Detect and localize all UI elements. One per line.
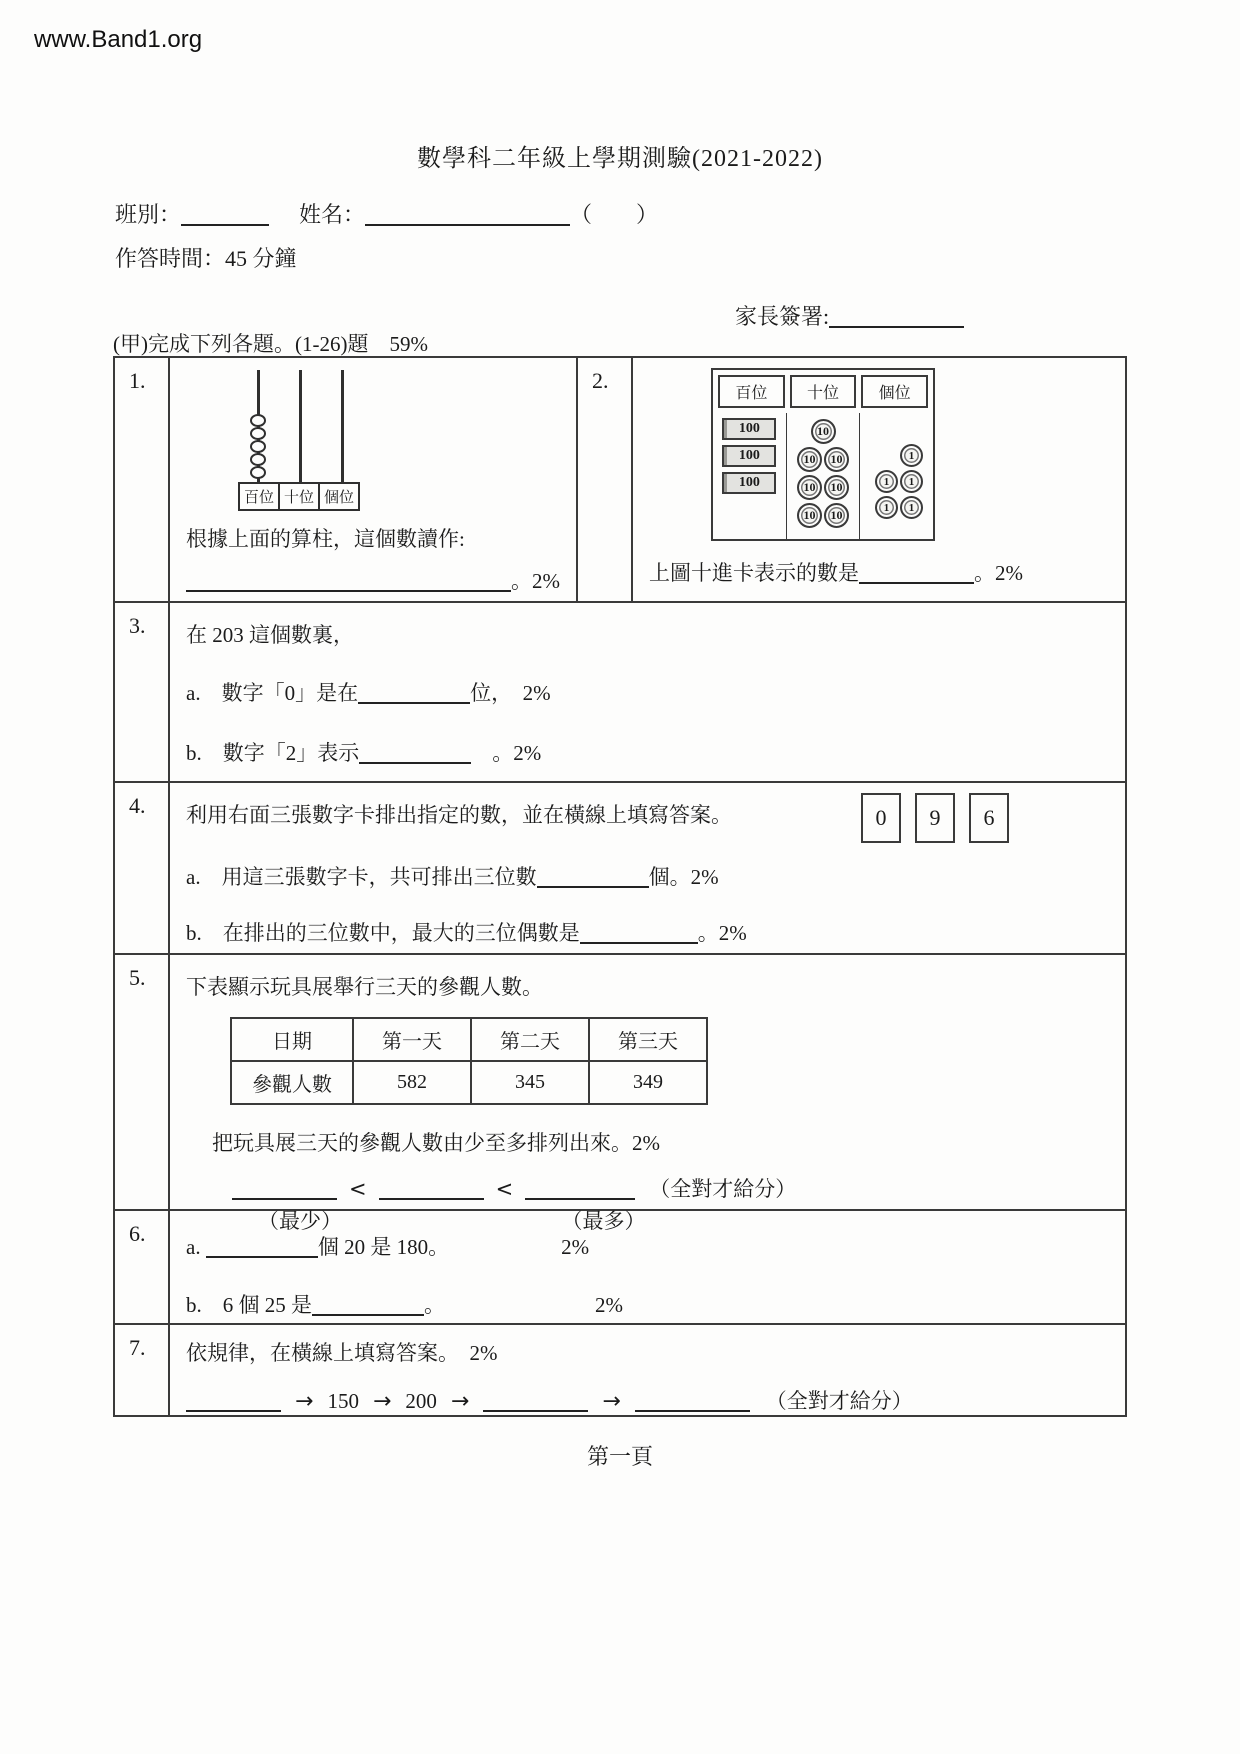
q1-answer-blank bbox=[186, 571, 511, 592]
ten-coin: 10 bbox=[824, 475, 849, 500]
q2-score: 。2% bbox=[974, 561, 1023, 585]
question-row-3 bbox=[115, 603, 1125, 783]
abacus-bead bbox=[250, 427, 266, 440]
q5-blank-3 bbox=[525, 1179, 635, 1200]
question-row-5 bbox=[115, 955, 1125, 1233]
visitors-header-day2: 第二天 bbox=[471, 1018, 589, 1061]
q5-max-label: （最多） bbox=[572, 1209, 646, 1233]
questions-table bbox=[113, 356, 1127, 1417]
arrow-icon: → bbox=[372, 1389, 392, 1414]
less-than-sign: < bbox=[495, 1177, 514, 1201]
q5-min-label: （最少） bbox=[258, 1209, 342, 1233]
place-value-body bbox=[713, 413, 933, 539]
digit-card-9: 9 bbox=[915, 793, 955, 843]
question-row-7 bbox=[115, 1325, 1125, 1415]
q4-b-blank bbox=[580, 923, 698, 944]
one-coin: 1 bbox=[900, 470, 923, 493]
q3-a-suffix: 位， 2% bbox=[470, 681, 551, 705]
question-row-4 bbox=[115, 783, 1125, 955]
q3-number: 3. bbox=[115, 603, 170, 781]
q7-number: 7. bbox=[115, 1325, 170, 1415]
q4-b-text: b. 在排出的三位數中，最大的三位偶數是 bbox=[186, 921, 580, 945]
one-coin-row bbox=[860, 444, 933, 467]
pv-header-ones: 個位 bbox=[861, 375, 928, 408]
class-answer-blank bbox=[181, 204, 269, 226]
paper-title: 數學科二年級上學期測驗(2021-2022) bbox=[417, 146, 823, 172]
q6-b-blank bbox=[312, 1295, 424, 1316]
q7-all-correct-note: （全對才給分） bbox=[765, 1389, 913, 1413]
class-name-line bbox=[115, 198, 658, 229]
abacus-rods bbox=[238, 370, 364, 482]
q5-number: 5. bbox=[115, 955, 170, 1209]
q1-content bbox=[170, 358, 578, 601]
parent-signature-line bbox=[735, 300, 964, 331]
arrow-icon: → bbox=[450, 1389, 470, 1414]
ten-coin: 10 bbox=[811, 419, 836, 444]
q5-blank-2 bbox=[379, 1179, 484, 1200]
ten-coin: 10 bbox=[797, 503, 822, 528]
q7-value-150: 150 bbox=[327, 1389, 359, 1413]
q7-value-200: 200 bbox=[405, 1389, 437, 1413]
abacus-rod-tens bbox=[299, 370, 302, 482]
q6-a-blank bbox=[206, 1237, 318, 1258]
arrow-icon: → bbox=[295, 1389, 314, 1414]
q5-prompt: 把玩具展三天的參觀人數由少至多排列出來。2% bbox=[212, 1131, 660, 1155]
q1-number: 1. bbox=[115, 358, 170, 601]
abacus-label-hundreds: 百位 bbox=[238, 482, 280, 511]
q3-a-blank bbox=[358, 683, 470, 704]
hundred-card: 100 bbox=[722, 418, 776, 440]
abacus-bead bbox=[250, 453, 266, 466]
q3-b-blank bbox=[359, 743, 471, 764]
q1-prompt: 根據上面的算柱，這個數讀作: bbox=[186, 527, 465, 551]
abacus-bead bbox=[250, 414, 266, 427]
q1-score: 。2% bbox=[511, 569, 560, 593]
abacus-bead bbox=[250, 440, 266, 453]
q4-number: 4. bbox=[115, 783, 170, 953]
q6-content bbox=[170, 1211, 1125, 1323]
q3-b-suffix: 。2% bbox=[471, 741, 542, 765]
visitors-header-day1: 第一天 bbox=[353, 1018, 471, 1061]
digit-card-0: 0 bbox=[861, 793, 901, 843]
q6-a-text: a. bbox=[186, 1235, 201, 1259]
abacus-label-tens: 十位 bbox=[278, 482, 320, 511]
q4-part-a bbox=[186, 861, 1109, 891]
q4-part-b bbox=[186, 917, 1109, 947]
parent-sign-label: 家長簽署: bbox=[735, 304, 830, 329]
ten-coin: 10 bbox=[824, 447, 849, 472]
pv-header-tens: 十位 bbox=[790, 375, 857, 408]
pv-tens-column bbox=[786, 413, 861, 539]
parent-sign-blank bbox=[829, 306, 964, 328]
q3-intro: 在 203 這個數裏， bbox=[186, 623, 354, 647]
digit-cards bbox=[861, 793, 1009, 843]
q2-number: 2. bbox=[578, 358, 633, 601]
visitors-day1-value: 582 bbox=[353, 1061, 471, 1104]
watermark-url: www.Band1.org bbox=[34, 26, 203, 53]
question-row-6 bbox=[115, 1211, 1125, 1325]
q5-blank-1 bbox=[232, 1179, 337, 1200]
q3-b-text: b. 數字「2」表示 bbox=[186, 741, 360, 765]
q7-intro: 依規律，在橫線上填寫答案。 2% bbox=[186, 1341, 498, 1365]
q4-a-suffix: 個。2% bbox=[648, 865, 719, 889]
pv-ones-column bbox=[860, 413, 933, 539]
q4-intro-row bbox=[186, 793, 1109, 843]
q2-content bbox=[633, 358, 1125, 601]
ten-coin-row bbox=[787, 447, 860, 472]
q7-content bbox=[170, 1325, 1125, 1415]
q3-part-b bbox=[186, 737, 1109, 767]
q7-blank-2 bbox=[483, 1391, 588, 1412]
less-than-sign: < bbox=[349, 1177, 367, 1201]
ten-coin-row bbox=[787, 419, 860, 444]
question-row-1-2 bbox=[115, 358, 1125, 603]
one-coin-row bbox=[860, 496, 933, 519]
section-a-heading: (甲)完成下列各題。(1-26)題 59% bbox=[113, 332, 428, 356]
hundred-card: 100 bbox=[722, 472, 776, 494]
q6-a-suffix: 個 20 是 180。 bbox=[317, 1235, 450, 1259]
one-coin: 1 bbox=[900, 444, 923, 467]
q6-number: 6. bbox=[115, 1211, 170, 1323]
q4-a-text: a. 用這三張數字卡，共可排出三位數 bbox=[186, 865, 537, 889]
q6-b-suffix: 。 bbox=[424, 1293, 445, 1317]
q4-b-suffix: 。2% bbox=[697, 921, 747, 945]
ten-coin: 10 bbox=[797, 475, 822, 500]
ten-coin-row bbox=[787, 503, 860, 528]
q6-a-score: 2% bbox=[561, 1235, 590, 1259]
one-coin: 1 bbox=[875, 470, 898, 493]
one-coin: 1 bbox=[875, 496, 898, 519]
ten-coin: 10 bbox=[797, 447, 822, 472]
q5-all-correct-note: （全對才給分） bbox=[649, 1177, 797, 1201]
q4-intro: 利用右面三張數字卡排出指定的數，並在橫線上填寫答案。 bbox=[186, 803, 732, 827]
hundred-card: 100 bbox=[722, 445, 776, 467]
q2-prompt: 上圖十進卡表示的數是 bbox=[649, 561, 859, 585]
abacus-figure bbox=[238, 370, 364, 511]
visitors-table-header-row bbox=[231, 1018, 707, 1061]
digit-card-6: 6 bbox=[969, 793, 1009, 843]
abacus-label-ones: 個位 bbox=[318, 482, 360, 511]
abacus-rod-hundreds bbox=[257, 370, 260, 482]
name-label: 姓名： bbox=[299, 202, 366, 227]
pv-hundreds-column bbox=[713, 413, 786, 539]
q6-part-b bbox=[186, 1289, 1109, 1319]
visitors-header-date: 日期 bbox=[231, 1018, 353, 1061]
q5-comparison-line bbox=[232, 1173, 1109, 1203]
q1-answer-line bbox=[186, 565, 560, 595]
ten-coin-row bbox=[787, 475, 860, 500]
one-coin: 1 bbox=[900, 496, 923, 519]
abacus-labels bbox=[238, 482, 364, 511]
q4-content bbox=[170, 783, 1125, 953]
one-coin-row bbox=[860, 470, 933, 493]
q7-blank-3 bbox=[635, 1391, 750, 1412]
q3-content bbox=[170, 603, 1125, 781]
class-label: 班別： bbox=[115, 202, 182, 227]
abacus-rod-ones bbox=[341, 370, 344, 482]
q2-answer-blank bbox=[859, 563, 974, 584]
visitors-table bbox=[230, 1017, 708, 1105]
q6-part-a bbox=[186, 1231, 1109, 1261]
q4-a-blank bbox=[537, 867, 649, 888]
q7-sequence-line bbox=[186, 1385, 1109, 1415]
q5-intro: 下表顯示玩具展舉行三天的參觀人數。 bbox=[186, 975, 543, 999]
q7-blank-1 bbox=[186, 1391, 281, 1412]
abacus-bead bbox=[250, 466, 266, 479]
q6-b-score: 2% bbox=[595, 1293, 623, 1317]
ten-coin: 10 bbox=[824, 503, 849, 528]
q3-part-a bbox=[186, 677, 1109, 707]
visitors-day3-value: 349 bbox=[589, 1061, 707, 1104]
place-value-header bbox=[713, 370, 933, 413]
class-number-paren: （ ） bbox=[570, 202, 659, 227]
visitors-row-label: 參觀人數 bbox=[231, 1061, 353, 1104]
time-line: 作答時間：45 分鐘 bbox=[115, 246, 297, 271]
q5-content bbox=[170, 955, 1125, 1233]
arrow-icon: → bbox=[602, 1389, 621, 1414]
name-answer-blank bbox=[365, 204, 570, 226]
pv-header-hundreds: 百位 bbox=[718, 375, 785, 408]
q3-a-text: a. 數字「0」是在 bbox=[186, 681, 359, 705]
q2-answer-line bbox=[649, 557, 1109, 591]
visitors-header-day3: 第三天 bbox=[589, 1018, 707, 1061]
q6-b-text: b. 6 個 25 是 bbox=[186, 1293, 312, 1317]
visitors-table-value-row bbox=[231, 1061, 707, 1104]
place-value-chart bbox=[711, 368, 935, 541]
page-number: 第一頁 bbox=[586, 1444, 653, 1469]
visitors-day2-value: 345 bbox=[471, 1061, 589, 1104]
